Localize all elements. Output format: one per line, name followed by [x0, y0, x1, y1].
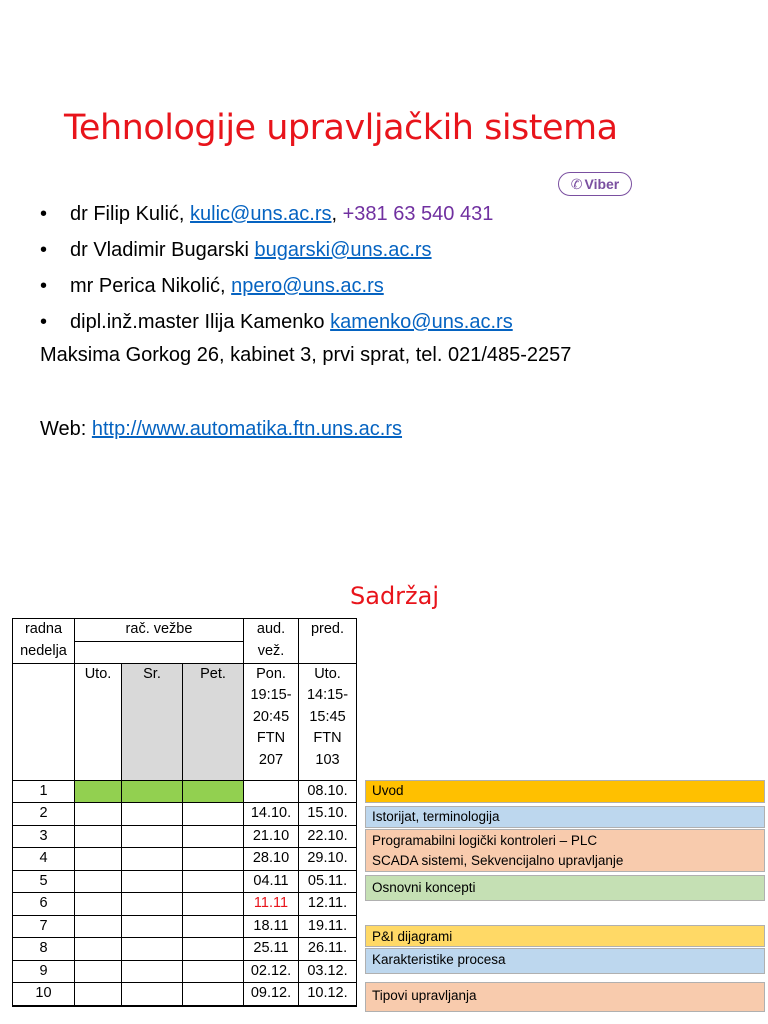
- aud-cell: 04.11: [244, 870, 299, 893]
- pred-cell: 22.10.: [299, 825, 357, 848]
- cell-sr: [122, 960, 183, 983]
- cell-sr: [122, 1005, 183, 1006]
- week-cell: 9: [13, 960, 75, 983]
- header-rac: rač. vežbe: [75, 619, 244, 642]
- cell-uto: [75, 983, 122, 1006]
- contact-name: dr Vladimir Bugarski: [70, 239, 255, 261]
- header-pet: Pet.: [183, 663, 244, 780]
- table-row: [13, 848, 357, 871]
- topic-label: Osnovni koncepti: [372, 880, 476, 895]
- table-row: [13, 983, 357, 1006]
- table-row: [13, 1005, 357, 1006]
- page-title: Tehnologije upravljačkih sistema: [64, 108, 618, 148]
- cell-sr: [122, 825, 183, 848]
- web-link[interactable]: http://www.automatika.ftn.uns.ac.rs: [91, 418, 403, 440]
- header-uto: Uto.: [75, 663, 122, 780]
- topic-label: Programabilni logički kontroleri – PLC: [372, 833, 598, 848]
- aud-cell: 02.12.: [244, 960, 299, 983]
- topic-uvod: [365, 780, 765, 803]
- header-sr: Sr.: [122, 663, 183, 780]
- header-spacer: [75, 641, 244, 663]
- cell-pet: [183, 1005, 244, 1006]
- cell-sr: [122, 938, 183, 961]
- week-cell: 8: [13, 938, 75, 961]
- week-cell: 6: [13, 893, 75, 916]
- pred-cell: 26.11.: [299, 938, 357, 961]
- address: Maksima Gorkog 26, kabinet 3, prvi sprat, tel. 021/485-2257: [40, 344, 572, 366]
- week-cell: [13, 1005, 75, 1006]
- cell-sr: [122, 893, 183, 916]
- week-cell: 7: [13, 915, 75, 938]
- cell-pet: [183, 983, 244, 1006]
- viber-label: Viber: [584, 176, 620, 192]
- pred-cell: 08.10.: [299, 780, 357, 803]
- separator: ,: [331, 203, 343, 225]
- topic-plc-scada: [365, 829, 765, 872]
- cell-uto: [75, 848, 122, 871]
- topic-tipovi: [365, 982, 765, 1012]
- contact-list: [40, 196, 513, 340]
- aud-cell: 25.11: [244, 938, 299, 961]
- viber-badge[interactable]: [558, 172, 632, 196]
- contact-item: [40, 232, 513, 268]
- bullet-icon: •: [40, 275, 48, 297]
- cell-uto: [75, 803, 122, 826]
- cell-sr: [122, 780, 183, 803]
- pred-cell: 15.10.: [299, 803, 357, 826]
- table-row: [13, 870, 357, 893]
- week-cell: 3: [13, 825, 75, 848]
- table-row: [13, 960, 357, 983]
- topic-label: Uvod: [372, 783, 404, 798]
- cell-uto: [75, 825, 122, 848]
- cell-sr: [122, 983, 183, 1006]
- topic-karakteristike: [365, 948, 765, 974]
- cell-empty: [13, 663, 75, 780]
- header-pred: pred.: [299, 619, 357, 664]
- contact-item: [40, 268, 513, 304]
- pred-cell: 05.11.: [299, 870, 357, 893]
- aud-cell: [244, 780, 299, 803]
- table-row: [13, 915, 357, 938]
- aud-cell-highlight: 11.11: [244, 893, 299, 916]
- cell-uto: [75, 915, 122, 938]
- header-aud-detail: Pon. 19:15-20:45 FTN 207: [244, 663, 299, 780]
- email-link[interactable]: npero@uns.ac.rs: [231, 275, 384, 297]
- cell-pet: [183, 780, 244, 803]
- bullet-icon: •: [40, 203, 48, 225]
- aud-cell: 21.10: [244, 825, 299, 848]
- aud-cell: 28.10: [244, 848, 299, 871]
- email-link[interactable]: bugarski@uns.ac.rs: [254, 239, 432, 261]
- cell-sr: [122, 915, 183, 938]
- cell-sr: [122, 848, 183, 871]
- phone-icon: ✆: [570, 175, 583, 192]
- pred-cell: 19.11.: [299, 915, 357, 938]
- topic-label: P&I dijagrami: [372, 929, 453, 944]
- aud-cell: 09.12.: [244, 983, 299, 1006]
- cell-pet: [183, 915, 244, 938]
- aud-cell: 14.10.: [244, 803, 299, 826]
- cell-sr: [122, 870, 183, 893]
- phone-number: +381 63 540 431: [342, 203, 494, 225]
- cell-pet: [183, 893, 244, 916]
- web-label: Web:: [40, 418, 92, 440]
- cell-pet: [183, 960, 244, 983]
- topic-osnovni: [365, 875, 765, 901]
- table-subheader-row: [13, 663, 357, 780]
- cell-uto: [75, 1005, 122, 1006]
- cell-pet: [183, 848, 244, 871]
- cell-sr: [122, 803, 183, 826]
- table-header-row: [13, 619, 357, 642]
- bullet-icon: •: [40, 239, 48, 261]
- topic-label: Karakteristike procesa: [372, 952, 506, 967]
- email-link[interactable]: kulic@uns.ac.rs: [190, 203, 332, 225]
- pred-cell: [299, 1005, 357, 1006]
- week-cell: 4: [13, 848, 75, 871]
- schedule-table: [12, 618, 357, 1007]
- cell-pet: [183, 938, 244, 961]
- table-row: [13, 825, 357, 848]
- cell-uto: [75, 780, 122, 803]
- pred-cell: 29.10.: [299, 848, 357, 871]
- cell-pet: [183, 803, 244, 826]
- topic-istorijat: [365, 806, 765, 828]
- table-row: [13, 780, 357, 803]
- topic-label: Istorijat, terminologija: [372, 809, 500, 824]
- header-aud: aud. vež.: [244, 619, 299, 664]
- week-cell: 5: [13, 870, 75, 893]
- table-row: [13, 893, 357, 916]
- pred-cell: 10.12.: [299, 983, 357, 1006]
- week-cell: 2: [13, 803, 75, 826]
- aud-cell: 18.11: [244, 915, 299, 938]
- topic-label: Tipovi upravljanja: [372, 988, 477, 1003]
- pred-cell: 12.11.: [299, 893, 357, 916]
- contact-name: dr Filip Kulić,: [70, 203, 191, 225]
- week-cell: 10: [13, 983, 75, 1006]
- section-title: Sadržaj: [350, 582, 440, 610]
- header-radna: radna nedelja: [13, 619, 75, 664]
- contact-item: [40, 304, 513, 340]
- bullet-icon: •: [40, 311, 48, 333]
- topic-pid: [365, 925, 765, 947]
- aud-cell: [244, 1005, 299, 1006]
- topic-label-2: SCADA sistemi, Sekvencijalno upravljanje: [372, 853, 624, 868]
- cell-uto: [75, 893, 122, 916]
- contact-item: [40, 196, 513, 232]
- pred-cell: 03.12.: [299, 960, 357, 983]
- cell-uto: [75, 938, 122, 961]
- email-link[interactable]: kamenko@uns.ac.rs: [330, 311, 513, 333]
- cell-uto: [75, 960, 122, 983]
- week-cell: 1: [13, 780, 75, 803]
- cell-uto: [75, 870, 122, 893]
- web-line: [40, 418, 402, 441]
- table-row: [13, 803, 357, 826]
- table-row: [13, 938, 357, 961]
- cell-pet: [183, 870, 244, 893]
- cell-pet: [183, 825, 244, 848]
- contact-name: dipl.inž.master Ilija Kamenko: [70, 311, 331, 333]
- header-pred-detail: Uto. 14:15-15:45 FTN 103: [299, 663, 357, 780]
- contact-name: mr Perica Nikolić,: [70, 275, 232, 297]
